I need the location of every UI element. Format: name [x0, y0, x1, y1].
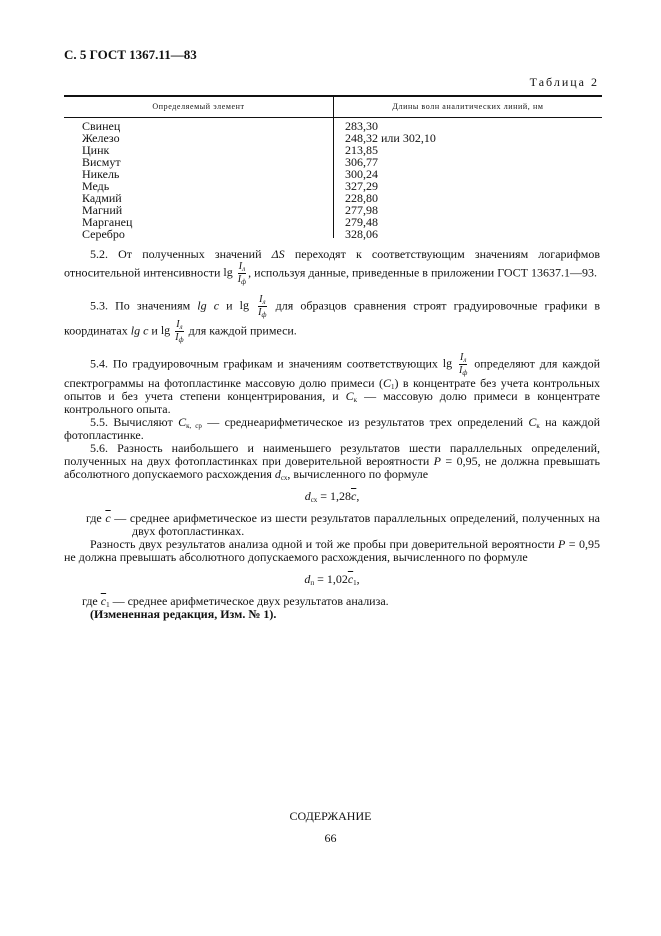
table-cell-element: Никель	[82, 167, 120, 181]
i: I	[238, 261, 243, 272]
lg-fraction	[160, 319, 186, 344]
table-cell-wavelength: 300,24	[345, 167, 378, 181]
numerator	[175, 319, 183, 332]
c-bar: $\overline{c}$	[105, 511, 111, 525]
text: где	[82, 594, 101, 608]
i: I	[175, 332, 179, 343]
text: на каждой фотопластинке.	[64, 415, 600, 442]
sub: к	[353, 396, 358, 404]
sub: 1	[106, 601, 110, 609]
text: = 0,95 не должна превышать абсолютного допускаемого расхождения, вычисленного по формуле	[64, 537, 600, 564]
text: 5.4. По градуировочным графикам и значениям соответствующих	[90, 356, 443, 371]
table-cell-element: Свинец	[82, 119, 121, 133]
sub: к, ср	[186, 422, 202, 430]
table-cell-wavelength: 306,77	[345, 155, 378, 169]
table-cell-element: Висмут	[82, 155, 121, 169]
paragraph-5-2	[64, 248, 600, 286]
i: I	[459, 365, 463, 376]
amendment-note: (Измененная редакция, Изм. № 1).	[90, 607, 277, 621]
c1: C	[382, 376, 391, 390]
text: для каждой примеси.	[185, 323, 297, 338]
text: 5.3. По значениям	[90, 298, 198, 313]
table-cell-wavelength: 277,98	[345, 203, 378, 217]
paragraph-5-5	[64, 416, 600, 442]
table-cell-element: Марганец	[82, 215, 133, 229]
numerator	[238, 261, 246, 274]
sub: ф	[241, 278, 247, 286]
table-cell-element: Железо	[82, 131, 120, 145]
page-number: 66	[324, 831, 337, 845]
sub: л	[179, 323, 183, 331]
d: d	[304, 489, 311, 503]
table-column-divider	[333, 96, 334, 238]
table-cell-wavelength: 279,48	[345, 215, 378, 229]
sub: к	[536, 422, 540, 430]
table-caption: Таблица 2	[529, 75, 599, 89]
intensity-fraction	[459, 352, 467, 377]
table-cell-element: Кадмий	[82, 191, 122, 205]
table-header-element: Определяемый элемент	[152, 102, 245, 111]
sub: сх	[280, 474, 288, 482]
lg-label: lg	[239, 298, 250, 313]
numerator	[258, 294, 266, 307]
body-text	[64, 248, 600, 621]
d: d	[304, 572, 311, 586]
lg-c: lg c	[197, 298, 220, 313]
table-header-wavelength: Длины волн аналитических линий, нм	[392, 102, 544, 111]
table-cell-element: Серебро	[82, 227, 125, 241]
lg-c: lg c	[130, 323, 149, 338]
table-cell-wavelength: 328,06	[345, 227, 378, 241]
table-cell-wavelength: 283,30	[345, 119, 378, 133]
text: — среднеарифметическое из результатов трех определений	[201, 415, 529, 429]
intensity-fraction	[175, 319, 183, 344]
i: I	[237, 274, 242, 285]
text: , вычисленного по формуле	[287, 467, 429, 481]
sub: ф	[462, 369, 468, 377]
lg-label: lg	[160, 323, 171, 338]
paragraph-5-3	[64, 294, 600, 344]
text: переходят к соответствующим значениям логарифмов относительной интенсивности	[64, 247, 600, 280]
i: I	[258, 307, 262, 318]
c-bar: $\overline{c}$	[350, 489, 357, 503]
paragraph-5-4	[64, 352, 600, 416]
denominator	[175, 332, 183, 344]
table-cell-element: Цинк	[82, 143, 110, 157]
text: = 1,02	[314, 572, 348, 586]
sub: 1	[390, 383, 395, 391]
text: — среднее арифметическое двух результатов анализа.	[109, 594, 389, 608]
ck: C	[345, 389, 354, 403]
intensity-fraction	[258, 294, 266, 319]
c-bar: $\overline{c}$	[100, 594, 107, 608]
formula-1	[64, 490, 600, 503]
page-header: С. 5 ГОСТ 1367.11—83	[64, 47, 197, 62]
p: P	[433, 454, 442, 468]
lg-fraction	[239, 294, 269, 319]
contents-heading: СОДЕРЖАНИЕ	[289, 809, 372, 823]
i: I	[176, 319, 180, 330]
delta-s: ΔS	[271, 247, 285, 261]
paragraph-difference	[64, 538, 600, 564]
table-cell-wavelength: 228,80	[345, 191, 378, 205]
text: для образцов сравнения строят градуировочные графики в координатах	[64, 298, 601, 338]
c-bar: $\overline{c}$	[347, 572, 354, 586]
lg-fraction	[223, 261, 248, 286]
lg-fraction	[442, 352, 470, 377]
paragraph-5-6	[64, 442, 600, 481]
i: I	[259, 294, 263, 305]
p: P	[558, 537, 566, 551]
text: Разность двух результатов анализа одной и той же пробы при доверительной вероятности	[90, 537, 559, 551]
text: = 1,28	[317, 489, 351, 503]
text: , используя данные, приведенные в приложении ГОСТ 13637.1—93.	[248, 265, 597, 280]
text: 5.2. От полученных значений	[90, 247, 272, 261]
table-cell-element: Магний	[82, 203, 123, 217]
lg-label: lg	[442, 356, 453, 371]
text: и	[219, 298, 240, 313]
c: C	[528, 415, 537, 429]
text: ) в концентрате без учета контрольных опытов и без учета степени концентрирования, и	[64, 376, 601, 403]
denominator	[238, 274, 246, 286]
sub: л	[463, 356, 467, 364]
text: — массовую долю примеси в концентрате контрольного опыта.	[64, 389, 600, 416]
numerator	[459, 352, 467, 365]
text: где	[86, 511, 106, 525]
text: определяют для каждой спектрограммы на фотопластинке массовую долю примеси (	[64, 356, 600, 390]
sub: л	[242, 265, 246, 273]
text: ,	[356, 489, 360, 503]
denominator	[258, 307, 266, 319]
table-cell-wavelength: 213,85	[345, 143, 378, 157]
text: 5.5. Вычисляют	[90, 415, 179, 429]
lg-label: lg	[223, 265, 233, 280]
sub: п	[310, 579, 315, 587]
table-cell-wavelength: 327,29	[345, 179, 378, 193]
where-1	[86, 512, 600, 538]
table-element-column	[82, 120, 132, 240]
i: I	[460, 352, 464, 363]
table-cell-wavelength: 248,32 или 302,10	[345, 131, 436, 145]
d: d	[274, 467, 281, 481]
intensity-fraction	[238, 261, 246, 286]
text: ,	[356, 572, 360, 586]
text: 5.6. Разность наибольшего и наименьшего результатов шести параллельных определений, полученных на двух фотопластинках при доверительной вероятности	[64, 441, 600, 468]
sub: 1	[353, 579, 357, 587]
table-wavelength-column	[345, 120, 436, 240]
formula-2	[64, 573, 600, 586]
c: C	[178, 415, 187, 429]
sub: л	[262, 298, 266, 306]
text: и	[148, 323, 161, 338]
text: — среднее арифметическое из шести результатов параллельных определений, полученных на двух фотопластинках.	[110, 511, 600, 538]
sub: ф	[261, 311, 267, 319]
text: = 0,95, не должна превышать абсолютного допускаемого расхождения	[64, 454, 600, 481]
sub: ф	[178, 336, 184, 344]
sub: сх	[310, 496, 318, 504]
table-cell-element: Медь	[82, 179, 110, 193]
